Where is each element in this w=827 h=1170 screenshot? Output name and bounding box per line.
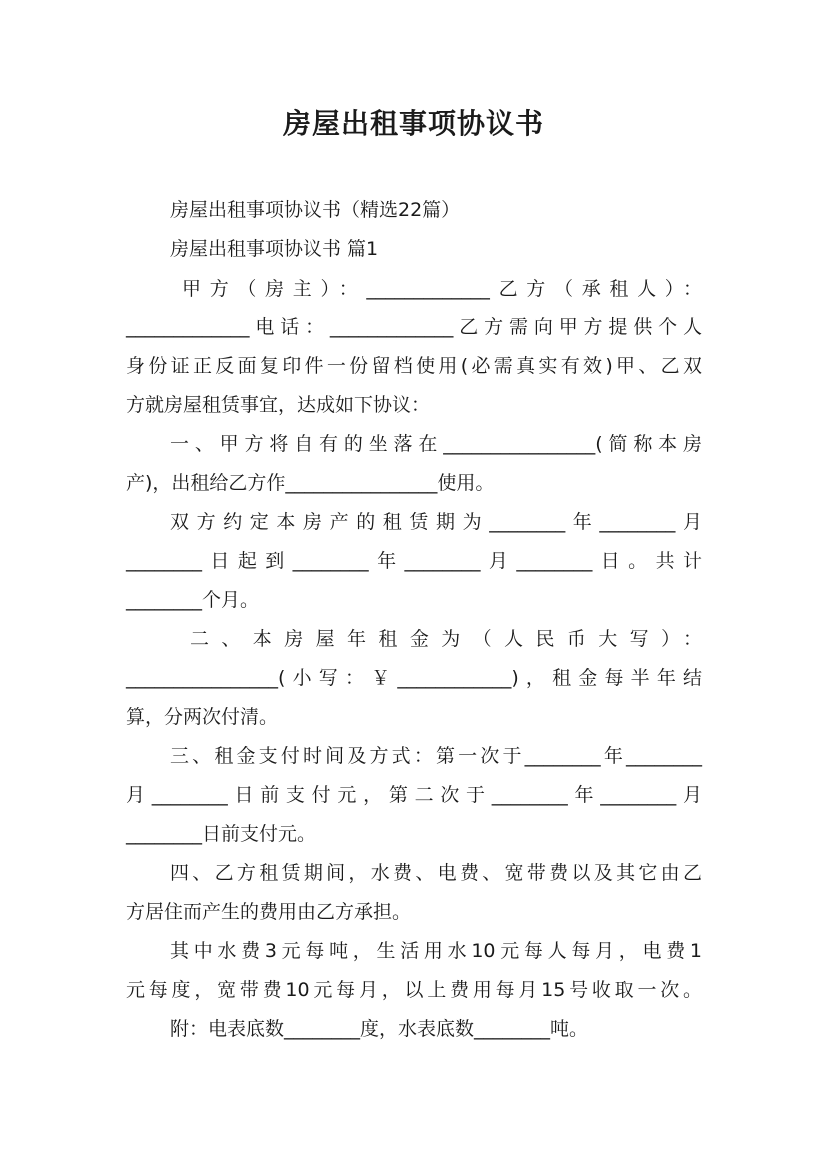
text-line-clause-3b: 月________日前支付元，第二次于________年________月	[126, 784, 702, 806]
text-line-clause-1b: 产)，出租给乙方作________________使用。	[126, 472, 495, 494]
text-line-agreement: 方就房屋租赁事宜，达成如下协议：	[126, 394, 431, 416]
text-line-rent-amount: ________________(小写：￥____________)，租金每半年结	[126, 667, 702, 689]
text-line-clause-4: 四、乙方租赁期间，水费、电费、宽带费以及其它由乙	[170, 862, 702, 884]
text-line-phone: _____________电话：_____________乙方需向甲方提供个人	[126, 316, 702, 338]
text-line-clause-3c: ________日前支付元。	[126, 823, 317, 845]
text-line-rent-settle: 算，分两次付清。	[126, 706, 279, 728]
text-line-id-copy: 身份证正反面复印件一份留档使用(必需真实有效)甲、乙双	[126, 355, 702, 377]
text-line-term: 双方约定本房产的租赁期为________年________月	[170, 511, 702, 533]
text-line-clause-4b: 方居住而产生的费用由乙方承担。	[126, 901, 412, 923]
text-line-clause-2: 二、本房屋年租金为（人民币大写）：	[190, 628, 702, 650]
text-line-meter-readings: 附：电表底数________度，水表底数________吨。	[170, 1018, 589, 1040]
text-line-fees-2: 元每度，宽带费10元每月，以上费用每月15号收取一次。	[126, 979, 702, 1001]
text-line-heading: 房屋出租事项协议书 篇1	[170, 238, 379, 260]
text-line-clause-3: 三、租金支付时间及方式：第一次于________年________	[170, 745, 702, 767]
text-line-term-2: ________日起到________年________月________日。共计	[126, 550, 702, 572]
text-line-party-a: 甲方（房主）：_____________乙方（承租人）：	[182, 278, 702, 300]
document-title: 房屋出租事项协议书	[282, 107, 544, 140]
text-line-fees: 其中水费3元每吨，生活用水10元每人每月，电费1	[170, 940, 702, 962]
text-line-intro: 房屋出租事项协议书（精选22篇）	[170, 199, 461, 221]
text-line-term-3: ________个月。	[126, 589, 260, 611]
text-line-clause-1: 一、甲方将自有的坐落在________________(简称本房	[170, 433, 702, 455]
